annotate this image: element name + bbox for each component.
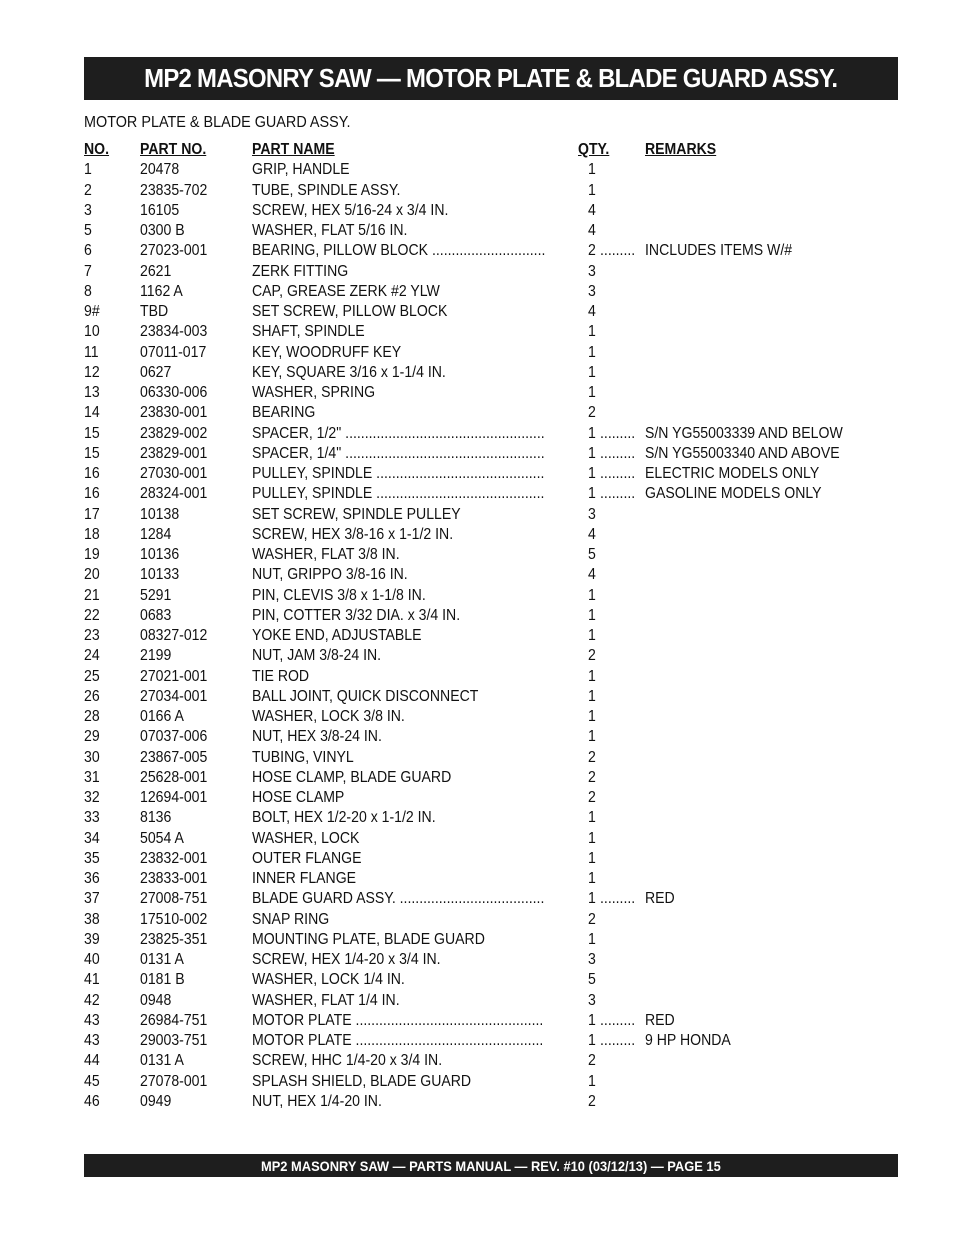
part-number: 0300 B xyxy=(140,222,185,239)
part-item-no: 39 xyxy=(84,930,100,948)
dot-leader: ........................................... xyxy=(372,485,545,503)
part-qty: 1 xyxy=(588,1072,596,1090)
part-item-no: 2 xyxy=(84,181,92,199)
part-number: 1284 xyxy=(140,525,172,543)
part-number: 0131 A xyxy=(140,1052,184,1070)
part-qty: 2 xyxy=(588,647,596,665)
table-row xyxy=(84,262,884,282)
part-name: YOKE END, ADJUSTABLE xyxy=(252,627,422,644)
part-qty: 4 xyxy=(588,222,596,239)
dot-leader: ......... xyxy=(600,890,636,908)
part-number: 23834-003 xyxy=(140,323,208,341)
part-item-no: 44 xyxy=(84,1052,100,1070)
part-remarks: GASOLINE MODELS ONLY xyxy=(645,485,822,503)
part-item-no: 17 xyxy=(84,505,100,523)
part-name: BEARING, PILLOW BLOCK ............................. xyxy=(252,242,546,260)
table-row xyxy=(84,910,884,930)
page-footer-bar xyxy=(84,1154,898,1177)
part-item-no: 46 xyxy=(84,1092,100,1110)
part-name: MOUNTING PLATE, BLADE GUARD xyxy=(252,930,485,948)
dot-leader: ................................................... xyxy=(341,444,545,462)
part-number: 27034-001 xyxy=(140,687,208,705)
part-name: SET SCREW, SPINDLE PULLEY xyxy=(252,505,461,523)
part-item-no: 42 xyxy=(84,991,100,1009)
dot-leader: ........................................... xyxy=(372,465,545,482)
part-qty: 1 xyxy=(588,181,596,199)
page-header-bar xyxy=(84,57,898,100)
part-name: HOSE CLAMP, BLADE GUARD xyxy=(252,768,452,786)
part-name: WASHER, LOCK 1/4 IN. xyxy=(252,971,405,989)
page-footer-text: MP2 MASONRY SAW — PARTS MANUAL — REV. #10 (03/12/13) — PAGE 15 xyxy=(261,1157,721,1174)
table-row xyxy=(84,545,884,565)
part-qty: 2 xyxy=(588,768,596,786)
part-item-no: 5 xyxy=(84,222,92,239)
part-item-no: 31 xyxy=(84,768,100,786)
part-item-no: 43 xyxy=(84,1032,100,1049)
part-name: GRIP, HANDLE xyxy=(252,161,350,179)
part-item-no: 19 xyxy=(84,546,100,563)
part-qty: 1 xyxy=(588,849,596,867)
part-name: TIE ROD xyxy=(252,667,310,685)
part-remarks: S/N YG55003340 AND ABOVE xyxy=(645,444,840,462)
part-item-no: 26 xyxy=(84,687,100,705)
table-row xyxy=(84,1092,884,1112)
part-item-no: 45 xyxy=(84,1072,100,1090)
part-qty: 1 xyxy=(588,384,596,401)
part-qty: 5 xyxy=(588,971,596,989)
part-number: 0131 A xyxy=(140,951,184,968)
table-row xyxy=(84,707,884,727)
part-qty: 1 xyxy=(588,829,596,847)
part-name: WASHER, SPRING xyxy=(252,384,376,401)
part-remarks: RED xyxy=(645,890,675,908)
part-name: SPACER, 1/4" ................................................... xyxy=(252,444,545,462)
table-row xyxy=(84,565,884,585)
dot-leader: ......... xyxy=(600,465,636,482)
part-number: 23829-001 xyxy=(140,444,208,462)
part-number: 0181 B xyxy=(140,971,185,989)
part-remarks: S/N YG55003339 AND BELOW xyxy=(645,424,843,442)
part-name: NUT, HEX 3/8-24 IN. xyxy=(252,728,382,746)
part-item-no: 7 xyxy=(84,262,92,280)
part-qty: 1 xyxy=(588,323,596,341)
part-item-no: 23 xyxy=(84,627,100,644)
table-row xyxy=(84,221,884,241)
part-number: 08327-012 xyxy=(140,627,208,644)
part-number: 10138 xyxy=(140,505,180,523)
part-item-no: 25 xyxy=(84,667,100,685)
part-number: 27023-001 xyxy=(140,242,208,260)
part-qty: 1 xyxy=(588,465,596,482)
part-name: WASHER, LOCK xyxy=(252,829,360,847)
part-number: 23832-001 xyxy=(140,849,208,867)
part-item-no: 21 xyxy=(84,586,100,604)
part-name: TUBE, SPINDLE ASSY. xyxy=(252,181,401,199)
part-number: 06330-006 xyxy=(140,384,208,401)
part-number: 27008-751 xyxy=(140,890,208,908)
part-item-no: 12 xyxy=(84,363,100,381)
dot-leader: ......... xyxy=(600,485,636,503)
part-number: 0683 xyxy=(140,606,172,624)
part-qty: 1 xyxy=(588,424,596,442)
part-number: 8136 xyxy=(140,809,172,827)
part-number: 23835-702 xyxy=(140,181,208,199)
table-row xyxy=(84,424,884,444)
column-header-qty: QTY. xyxy=(578,141,610,158)
table-row xyxy=(84,808,884,828)
part-item-no: 35 xyxy=(84,849,100,867)
part-name: NUT, GRIPPO 3/8-16 IN. xyxy=(252,566,408,584)
part-number: 07011-017 xyxy=(140,343,207,361)
table-row xyxy=(84,687,884,707)
part-number: 23833-001 xyxy=(140,870,208,887)
dot-leader: ................................................... xyxy=(341,424,545,442)
part-qty: 1 xyxy=(588,343,596,361)
dot-leader: ................................................ xyxy=(351,1032,544,1049)
part-name: SHAFT, SPINDLE xyxy=(252,323,365,341)
part-item-no: 15 xyxy=(84,444,100,462)
part-name: PULLEY, SPINDLE ........................................... xyxy=(252,485,545,503)
part-name: SPACER, 1/2" ................................................... xyxy=(252,424,545,442)
part-number: 23829-002 xyxy=(140,424,208,442)
part-item-no: 24 xyxy=(84,647,100,665)
table-row xyxy=(84,484,884,504)
part-number: 10133 xyxy=(140,566,180,584)
table-row xyxy=(84,586,884,606)
table-row xyxy=(84,181,884,201)
part-name: BEARING xyxy=(252,404,316,422)
table-row xyxy=(84,930,884,950)
part-item-no: 1 xyxy=(84,161,92,179)
table-row xyxy=(84,525,884,545)
part-name: OUTER FLANGE xyxy=(252,849,362,867)
table-row xyxy=(84,626,884,646)
part-qty: 1 xyxy=(588,485,596,503)
part-item-no: 29 xyxy=(84,728,100,746)
part-qty: 2 xyxy=(588,910,596,928)
part-number: 17510-002 xyxy=(140,910,208,928)
table-row xyxy=(84,383,884,403)
part-qty: 2 xyxy=(588,242,596,260)
part-qty: 1 xyxy=(588,627,596,644)
part-name: ZERK FITTING xyxy=(252,262,349,280)
part-qty: 1 xyxy=(588,1011,596,1029)
part-qty: 1 xyxy=(588,809,596,827)
part-item-no: 43 xyxy=(84,1011,100,1029)
part-number: 27021-001 xyxy=(140,667,208,685)
part-qty: 4 xyxy=(588,303,596,320)
part-qty: 1 xyxy=(588,444,596,462)
part-item-no: 34 xyxy=(84,829,100,847)
part-remarks: RED xyxy=(645,1011,675,1029)
part-number: 07037-006 xyxy=(140,728,208,746)
dot-leader: ......... xyxy=(600,444,636,462)
table-row xyxy=(84,788,884,808)
part-number: 29003-751 xyxy=(140,1032,208,1049)
column-header-remarks: REMARKS xyxy=(645,141,717,158)
part-item-no: 3 xyxy=(84,201,92,219)
table-row xyxy=(84,991,884,1011)
part-name: NUT, HEX 1/4-20 IN. xyxy=(252,1092,382,1110)
table-row xyxy=(84,970,884,990)
part-qty: 1 xyxy=(588,1032,596,1049)
table-row xyxy=(84,748,884,768)
part-qty: 1 xyxy=(588,930,596,948)
part-item-no: 33 xyxy=(84,809,100,827)
part-name: WASHER, FLAT 1/4 IN. xyxy=(252,991,400,1009)
part-qty: 3 xyxy=(588,282,596,300)
part-number: 2621 xyxy=(140,262,172,280)
dot-leader: ......... xyxy=(600,242,636,260)
table-row xyxy=(84,646,884,666)
part-item-no: 40 xyxy=(84,951,100,968)
page-title: MP2 MASONRY SAW — MOTOR PLATE & BLADE GUARD ASSY. xyxy=(144,63,838,93)
part-name: WASHER, FLAT 3/8 IN. xyxy=(252,546,400,563)
part-number: 26984-751 xyxy=(140,1011,208,1029)
table-row xyxy=(84,403,884,423)
part-qty: 2 xyxy=(588,404,596,422)
part-number: 27030-001 xyxy=(140,465,208,482)
part-qty: 1 xyxy=(588,687,596,705)
part-name: PULLEY, SPINDLE ........................................... xyxy=(252,465,545,482)
part-number: 0627 xyxy=(140,363,172,381)
part-qty: 2 xyxy=(588,1092,596,1110)
part-qty: 3 xyxy=(588,991,596,1009)
part-item-no: 36 xyxy=(84,870,100,887)
part-item-no: 13 xyxy=(84,384,100,401)
part-qty: 1 xyxy=(588,708,596,725)
table-row xyxy=(84,950,884,970)
table-row xyxy=(84,343,884,363)
part-number: 23867-005 xyxy=(140,748,208,766)
part-name: SET SCREW, PILLOW BLOCK xyxy=(252,303,448,320)
parts-list-header xyxy=(84,140,884,160)
part-item-no: 10 xyxy=(84,323,100,341)
table-row xyxy=(84,241,884,261)
table-row xyxy=(84,363,884,383)
part-name: WASHER, LOCK 3/8 IN. xyxy=(252,708,405,725)
column-header-part-name: PART NAME xyxy=(252,141,335,158)
table-row xyxy=(84,505,884,525)
part-qty: 3 xyxy=(588,505,596,523)
part-item-no: 18 xyxy=(84,525,100,543)
part-item-no: 8 xyxy=(84,282,92,300)
part-qty: 2 xyxy=(588,1052,596,1070)
part-remarks: ELECTRIC MODELS ONLY xyxy=(645,465,820,482)
part-qty: 2 xyxy=(588,789,596,806)
table-row xyxy=(84,667,884,687)
part-qty: 1 xyxy=(588,890,596,908)
part-name: WASHER, FLAT 5/16 IN. xyxy=(252,222,408,239)
part-number: 1162 A xyxy=(140,282,183,300)
table-row xyxy=(84,829,884,849)
part-item-no: 38 xyxy=(84,910,100,928)
part-qty: 3 xyxy=(588,951,596,968)
part-name: BLADE GUARD ASSY. ..................................... xyxy=(252,890,545,908)
part-name: CAP, GREASE ZERK #2 YLW xyxy=(252,282,440,300)
table-row xyxy=(84,1072,884,1092)
part-number: 0949 xyxy=(140,1092,172,1110)
section-title: MOTOR PLATE & BLADE GUARD ASSY. xyxy=(84,114,351,131)
part-number: 5054 A xyxy=(140,829,184,847)
part-item-no: 30 xyxy=(84,748,100,766)
table-row xyxy=(84,302,884,322)
part-number: 5291 xyxy=(140,586,172,604)
dot-leader: ......... xyxy=(600,1032,636,1049)
table-row xyxy=(84,1031,884,1051)
part-name: SCREW, HEX 3/8-16 x 1-1/2 IN. xyxy=(252,525,454,543)
part-item-no: 14 xyxy=(84,404,100,422)
part-name: HOSE CLAMP xyxy=(252,789,345,806)
part-name: BALL JOINT, QUICK DISCONNECT xyxy=(252,687,479,705)
part-item-no: 32 xyxy=(84,789,100,806)
part-qty: 5 xyxy=(588,546,596,563)
part-number: 27078-001 xyxy=(140,1072,208,1090)
part-qty: 4 xyxy=(588,566,596,584)
part-name: KEY, SQUARE 3/16 x 1-1/4 IN. xyxy=(252,363,446,381)
part-name: MOTOR PLATE ................................................ xyxy=(252,1011,544,1029)
part-item-no: 28 xyxy=(84,708,100,725)
table-row xyxy=(84,444,884,464)
part-item-no: 41 xyxy=(84,971,100,989)
part-qty: 1 xyxy=(588,606,596,624)
part-name: TUBING, VINYL xyxy=(252,748,354,766)
table-row xyxy=(84,849,884,869)
table-row xyxy=(84,1011,884,1031)
part-qty: 3 xyxy=(588,262,596,280)
table-row xyxy=(84,889,884,909)
part-number: 0166 A xyxy=(140,708,184,725)
part-name: SCREW, HHC 1/4-20 x 3/4 IN. xyxy=(252,1052,443,1070)
part-qty: 1 xyxy=(588,363,596,381)
part-number: 23830-001 xyxy=(140,404,208,422)
column-header-part-no: PART NO. xyxy=(140,141,207,158)
table-row xyxy=(84,464,884,484)
part-qty: 2 xyxy=(588,748,596,766)
part-qty: 4 xyxy=(588,525,596,543)
part-name: SCREW, HEX 1/4-20 x 3/4 IN. xyxy=(252,951,441,968)
part-remarks: 9 HP HONDA xyxy=(645,1032,731,1049)
part-number: 10136 xyxy=(140,546,180,563)
part-number: TBD xyxy=(140,303,169,320)
part-item-no: 11 xyxy=(84,343,99,361)
dot-leader: ............................. xyxy=(428,242,546,260)
part-qty: 1 xyxy=(588,161,596,179)
part-name: KEY, WOODRUFF KEY xyxy=(252,343,402,361)
part-item-no: 20 xyxy=(84,566,100,584)
part-name: INNER FLANGE xyxy=(252,870,357,887)
part-number: 12694-001 xyxy=(140,789,208,806)
table-row xyxy=(84,282,884,302)
part-number: 28324-001 xyxy=(140,485,208,503)
table-row xyxy=(84,160,884,180)
part-name: NUT, JAM 3/8-24 IN. xyxy=(252,647,382,665)
part-qty: 1 xyxy=(588,870,596,887)
table-row xyxy=(84,322,884,342)
part-name: MOTOR PLATE ................................................ xyxy=(252,1032,544,1049)
parts-list xyxy=(84,140,884,1112)
part-name: PIN, CLEVIS 3/8 x 1-1/8 IN. xyxy=(252,586,426,604)
part-name: BOLT, HEX 1/2-20 x 1-1/2 IN. xyxy=(252,809,436,827)
part-qty: 1 xyxy=(588,728,596,746)
part-number: 2199 xyxy=(140,647,172,665)
table-row xyxy=(84,727,884,747)
part-qty: 1 xyxy=(588,667,596,685)
table-row xyxy=(84,606,884,626)
part-number: 20478 xyxy=(140,161,180,179)
part-item-no: 15 xyxy=(84,424,100,442)
part-remarks: INCLUDES ITEMS W/# xyxy=(645,242,793,260)
part-item-no: 16 xyxy=(84,485,100,503)
part-number: 23825-351 xyxy=(140,930,208,948)
part-name: PIN, COTTER 3/32 DIA. x 3/4 IN. xyxy=(252,606,461,624)
dot-leader: ..................................... xyxy=(395,890,545,908)
part-item-no: 22 xyxy=(84,606,100,624)
table-row xyxy=(84,1051,884,1071)
part-item-no: 16 xyxy=(84,465,100,482)
table-row xyxy=(84,768,884,788)
column-header-no: NO. xyxy=(84,141,110,158)
table-row xyxy=(84,201,884,221)
dot-leader: ......... xyxy=(600,424,636,442)
part-item-no: 6 xyxy=(84,242,92,260)
part-qty: 1 xyxy=(588,586,596,604)
part-number: 16105 xyxy=(140,201,180,219)
table-row xyxy=(84,869,884,889)
part-name: SCREW, HEX 5/16-24 x 3/4 IN. xyxy=(252,201,449,219)
part-name: SNAP RING xyxy=(252,910,330,928)
part-number: 0948 xyxy=(140,991,172,1009)
part-item-no: 37 xyxy=(84,890,100,908)
dot-leader: ......... xyxy=(600,1011,636,1029)
part-name: SPLASH SHIELD, BLADE GUARD xyxy=(252,1072,472,1090)
part-qty: 4 xyxy=(588,201,596,219)
part-number: 25628-001 xyxy=(140,768,208,786)
dot-leader: ................................................ xyxy=(351,1011,544,1029)
part-item-no: 9# xyxy=(84,303,100,320)
